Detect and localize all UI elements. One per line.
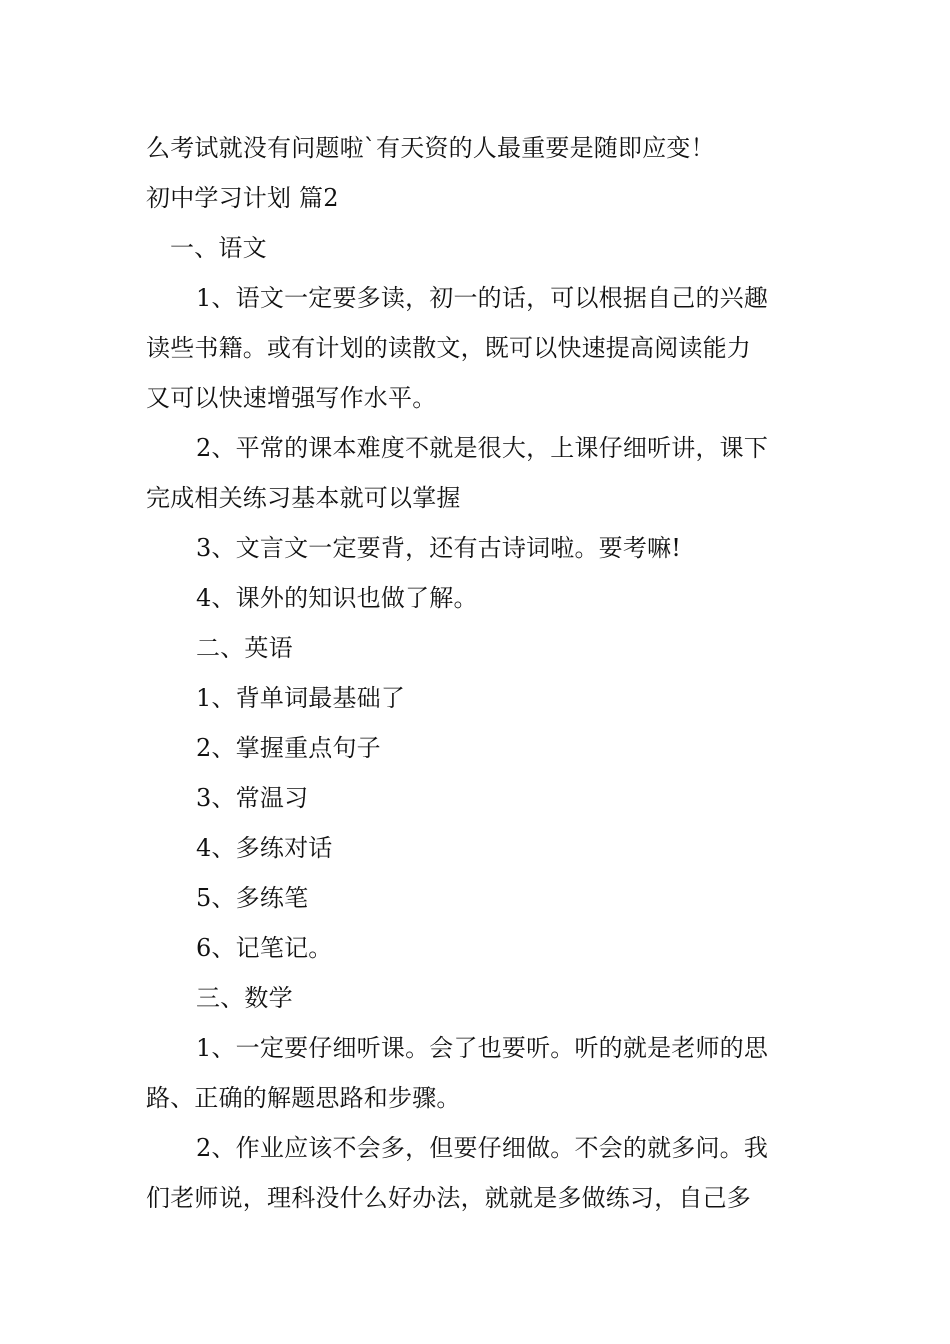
paragraph-line: 完成相关练习基本就可以掌握 xyxy=(146,484,461,512)
list-item: 5、多练笔 xyxy=(196,884,309,912)
paragraph-line: 路、正确的解题思路和步骤。 xyxy=(146,1084,461,1112)
paragraph-line: 们老师说，理科没什么好办法，就就是多做练习，自己多 xyxy=(146,1184,751,1212)
paragraph-line: 读些书籍。或有计划的读散文，既可以快速提高阅读能力 xyxy=(146,334,751,362)
list-item: 4、多练对话 xyxy=(196,834,333,862)
paragraph-line: 又可以快速增强写作水平。 xyxy=(146,384,437,412)
section-heading: 初中学习计划 篇2 xyxy=(146,184,339,212)
paragraph-line: 1、一定要仔细听课。会了也要听。听的就是老师的思 xyxy=(196,1034,769,1062)
text-line: 么考试就没有问题啦`有天资的人最重要是随即应变！ xyxy=(146,134,715,162)
paragraph-line: 2、平常的课本难度不就是很大，上课仔细听讲，课下 xyxy=(196,434,769,462)
list-item: 1、背单词最基础了 xyxy=(196,684,406,712)
list-item: 3、常温习 xyxy=(196,784,309,812)
paragraph-line: 1、语文一定要多读，初一的话，可以根据自己的兴趣 xyxy=(196,284,769,312)
paragraph-line: 3、文言文一定要背，还有古诗词啦。要考嘛! xyxy=(196,534,682,562)
subject-heading-chinese: 一、语文 xyxy=(170,234,267,262)
paragraph-line: 2、作业应该不会多，但要仔细做。不会的就多问。我 xyxy=(196,1134,769,1162)
subject-heading-english: 二、英语 xyxy=(196,634,293,662)
list-item: 6、记笔记。 xyxy=(196,934,333,962)
list-item: 2、掌握重点句子 xyxy=(196,734,381,762)
paragraph-line: 4、课外的知识也做了解。 xyxy=(196,584,478,612)
subject-heading-math: 三、数学 xyxy=(196,984,293,1012)
